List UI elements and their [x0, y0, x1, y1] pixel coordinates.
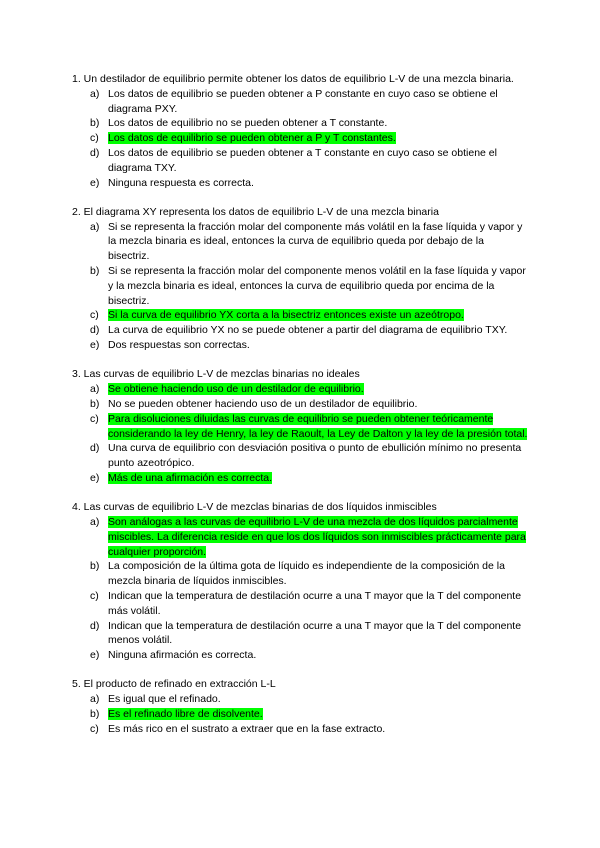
- option-text: Es más rico en el sustrato a extraer que en la fase extracto.: [108, 722, 386, 735]
- option-c: [72, 308, 528, 323]
- option-letter: c): [90, 590, 99, 602]
- option-a: [72, 692, 528, 707]
- option-text: Más de una afirmación es correcta.: [108, 471, 272, 484]
- option-text: Son análogas a las curvas de equilibrio L-V de una mezcla de dos líquidos parcialmente miscibles. La diferencia reside en que los dos líquidos son inmiscibles prácticamente para cualquier proporción.: [108, 516, 526, 558]
- option-letter: c): [90, 309, 99, 322]
- option-list: [72, 692, 528, 736]
- option-text: Los datos de equilibrio no se pueden obtener a T constante.: [108, 117, 388, 130]
- option-text: Los datos de equilibrio se pueden obtener a P constante en cuyo caso se obtiene el diagrama PXY.: [108, 87, 498, 115]
- question-stem: 2. El diagrama XY representa los datos de equilibrio L-V de una mezcla binaria: [72, 205, 439, 218]
- option-a: [72, 87, 528, 117]
- question-stem: 5. El producto de refinado en extracción L-L: [72, 678, 276, 691]
- option-text: La curva de equilibrio YX no se puede obtener a partir del diagrama de equilibrio TXY.: [108, 324, 508, 337]
- option-text: Si se representa la fracción molar del componente menos volátil en la fase líquida y vapor y la mezcla binaria es ideal, entonces la curva de equilibrio queda por encima de la bisectriz.: [108, 265, 526, 307]
- option-text: Los datos de equilibrio se pueden obtener a T constante en cuyo caso se obtiene el diagrama TXY.: [108, 146, 497, 174]
- option-text: Los datos de equilibrio se pueden obtener a P y T constantes.: [108, 132, 396, 145]
- option-c: [72, 589, 528, 619]
- question-4: [72, 500, 528, 663]
- option-text: Indican que la temperatura de destilación ocurre a una T mayor que la T del componente más volátil.: [108, 590, 522, 617]
- option-e: [72, 648, 528, 663]
- option-letter: c): [90, 132, 99, 145]
- option-b: [72, 707, 528, 722]
- option-letter: e): [90, 471, 100, 484]
- question-1: [72, 72, 528, 190]
- option-text: Una curva de equilibrio con desviación positiva o punto de ebullición mínimo no presenta punto azeotrópico.: [108, 442, 522, 470]
- option-letter: e): [90, 176, 100, 189]
- option-d: [72, 146, 528, 176]
- option-list: [72, 220, 528, 353]
- option-e: [72, 471, 528, 486]
- option-letter: d): [90, 146, 100, 159]
- option-letter: a): [90, 220, 100, 233]
- option-letter: a): [90, 516, 100, 529]
- option-b: [72, 397, 528, 412]
- option-a: [72, 382, 528, 397]
- question-3: [72, 367, 528, 485]
- question-5: [72, 677, 528, 736]
- option-text: No se pueden obtener haciendo uso de un destilador de equilibrio.: [108, 397, 418, 410]
- option-c: [72, 131, 528, 146]
- option-d: [72, 441, 528, 471]
- option-letter: d): [90, 619, 100, 632]
- option-c: [72, 412, 528, 442]
- option-text: Se obtiene haciendo uso de un destilador de equilibrio.: [108, 383, 364, 396]
- option-list: [72, 382, 528, 486]
- option-a: [72, 515, 528, 559]
- question-stem: 1. Un destilador de equilibrio permite obtener los datos de equilibrio L-V de una mezcla binaria.: [72, 73, 514, 85]
- option-text: Es igual que el refinado.: [108, 693, 221, 706]
- option-text: Si se representa la fracción molar del componente más volátil en la fase líquida y vapor y la mezcla binaria es ideal, entonces la curva de equilibrio queda por debajo de la bisectriz.: [108, 220, 523, 263]
- option-text: Ninguna afirmación es correcta.: [108, 649, 257, 662]
- option-text: Indican que la temperatura de destilación ocurre a una T mayor que la T del componente menos volátil.: [108, 619, 522, 647]
- option-b: [72, 116, 528, 131]
- option-c: [72, 722, 528, 737]
- question-2: [72, 205, 528, 353]
- option-text: Para disoluciones diluidas las curvas de equilibrio se pueden obtener teóricamente considerando la ley de Henry, la ley de Raoult, la Ley de Dalton y la ley de la presión total.: [108, 412, 528, 440]
- option-d: [72, 323, 528, 338]
- option-letter: c): [90, 722, 99, 735]
- option-letter: e): [90, 339, 100, 352]
- question-stem: 4. Las curvas de equilibrio L-V de mezclas binarias de dos líquidos inmiscibles: [72, 501, 437, 514]
- option-e: [72, 176, 528, 191]
- option-text: Dos respuestas son correctas.: [108, 339, 250, 352]
- option-text: La composición de la última gota de líquido es independiente de la composición de la mezcla binaria de líquidos inmiscibles.: [108, 560, 505, 588]
- option-letter: b): [90, 265, 100, 278]
- option-letter: b): [90, 117, 100, 130]
- option-letter: b): [90, 560, 100, 573]
- option-text: Si la curva de equilibrio YX corta a la bisectriz entonces existe un azeótropo.: [108, 309, 464, 322]
- option-letter: d): [90, 324, 100, 337]
- option-text: Ninguna respuesta es correcta.: [108, 176, 254, 189]
- option-letter: a): [90, 693, 100, 706]
- option-text: Es el refinado libre de disolvente.: [108, 708, 263, 721]
- option-e: [72, 338, 528, 353]
- option-list: [72, 515, 528, 663]
- option-letter: b): [90, 708, 100, 721]
- option-b: [72, 559, 528, 589]
- option-letter: e): [90, 649, 100, 662]
- option-letter: d): [90, 442, 100, 455]
- option-d: [72, 619, 528, 649]
- option-b: [72, 264, 528, 308]
- option-letter: c): [90, 412, 99, 425]
- option-letter: a): [90, 383, 100, 396]
- option-letter: a): [90, 87, 100, 100]
- question-stem: 3. Las curvas de equilibrio L-V de mezclas binarias no ideales: [72, 368, 360, 381]
- option-letter: b): [90, 397, 100, 410]
- option-list: [72, 87, 528, 191]
- document-page: [72, 72, 528, 737]
- option-a: [72, 220, 528, 264]
